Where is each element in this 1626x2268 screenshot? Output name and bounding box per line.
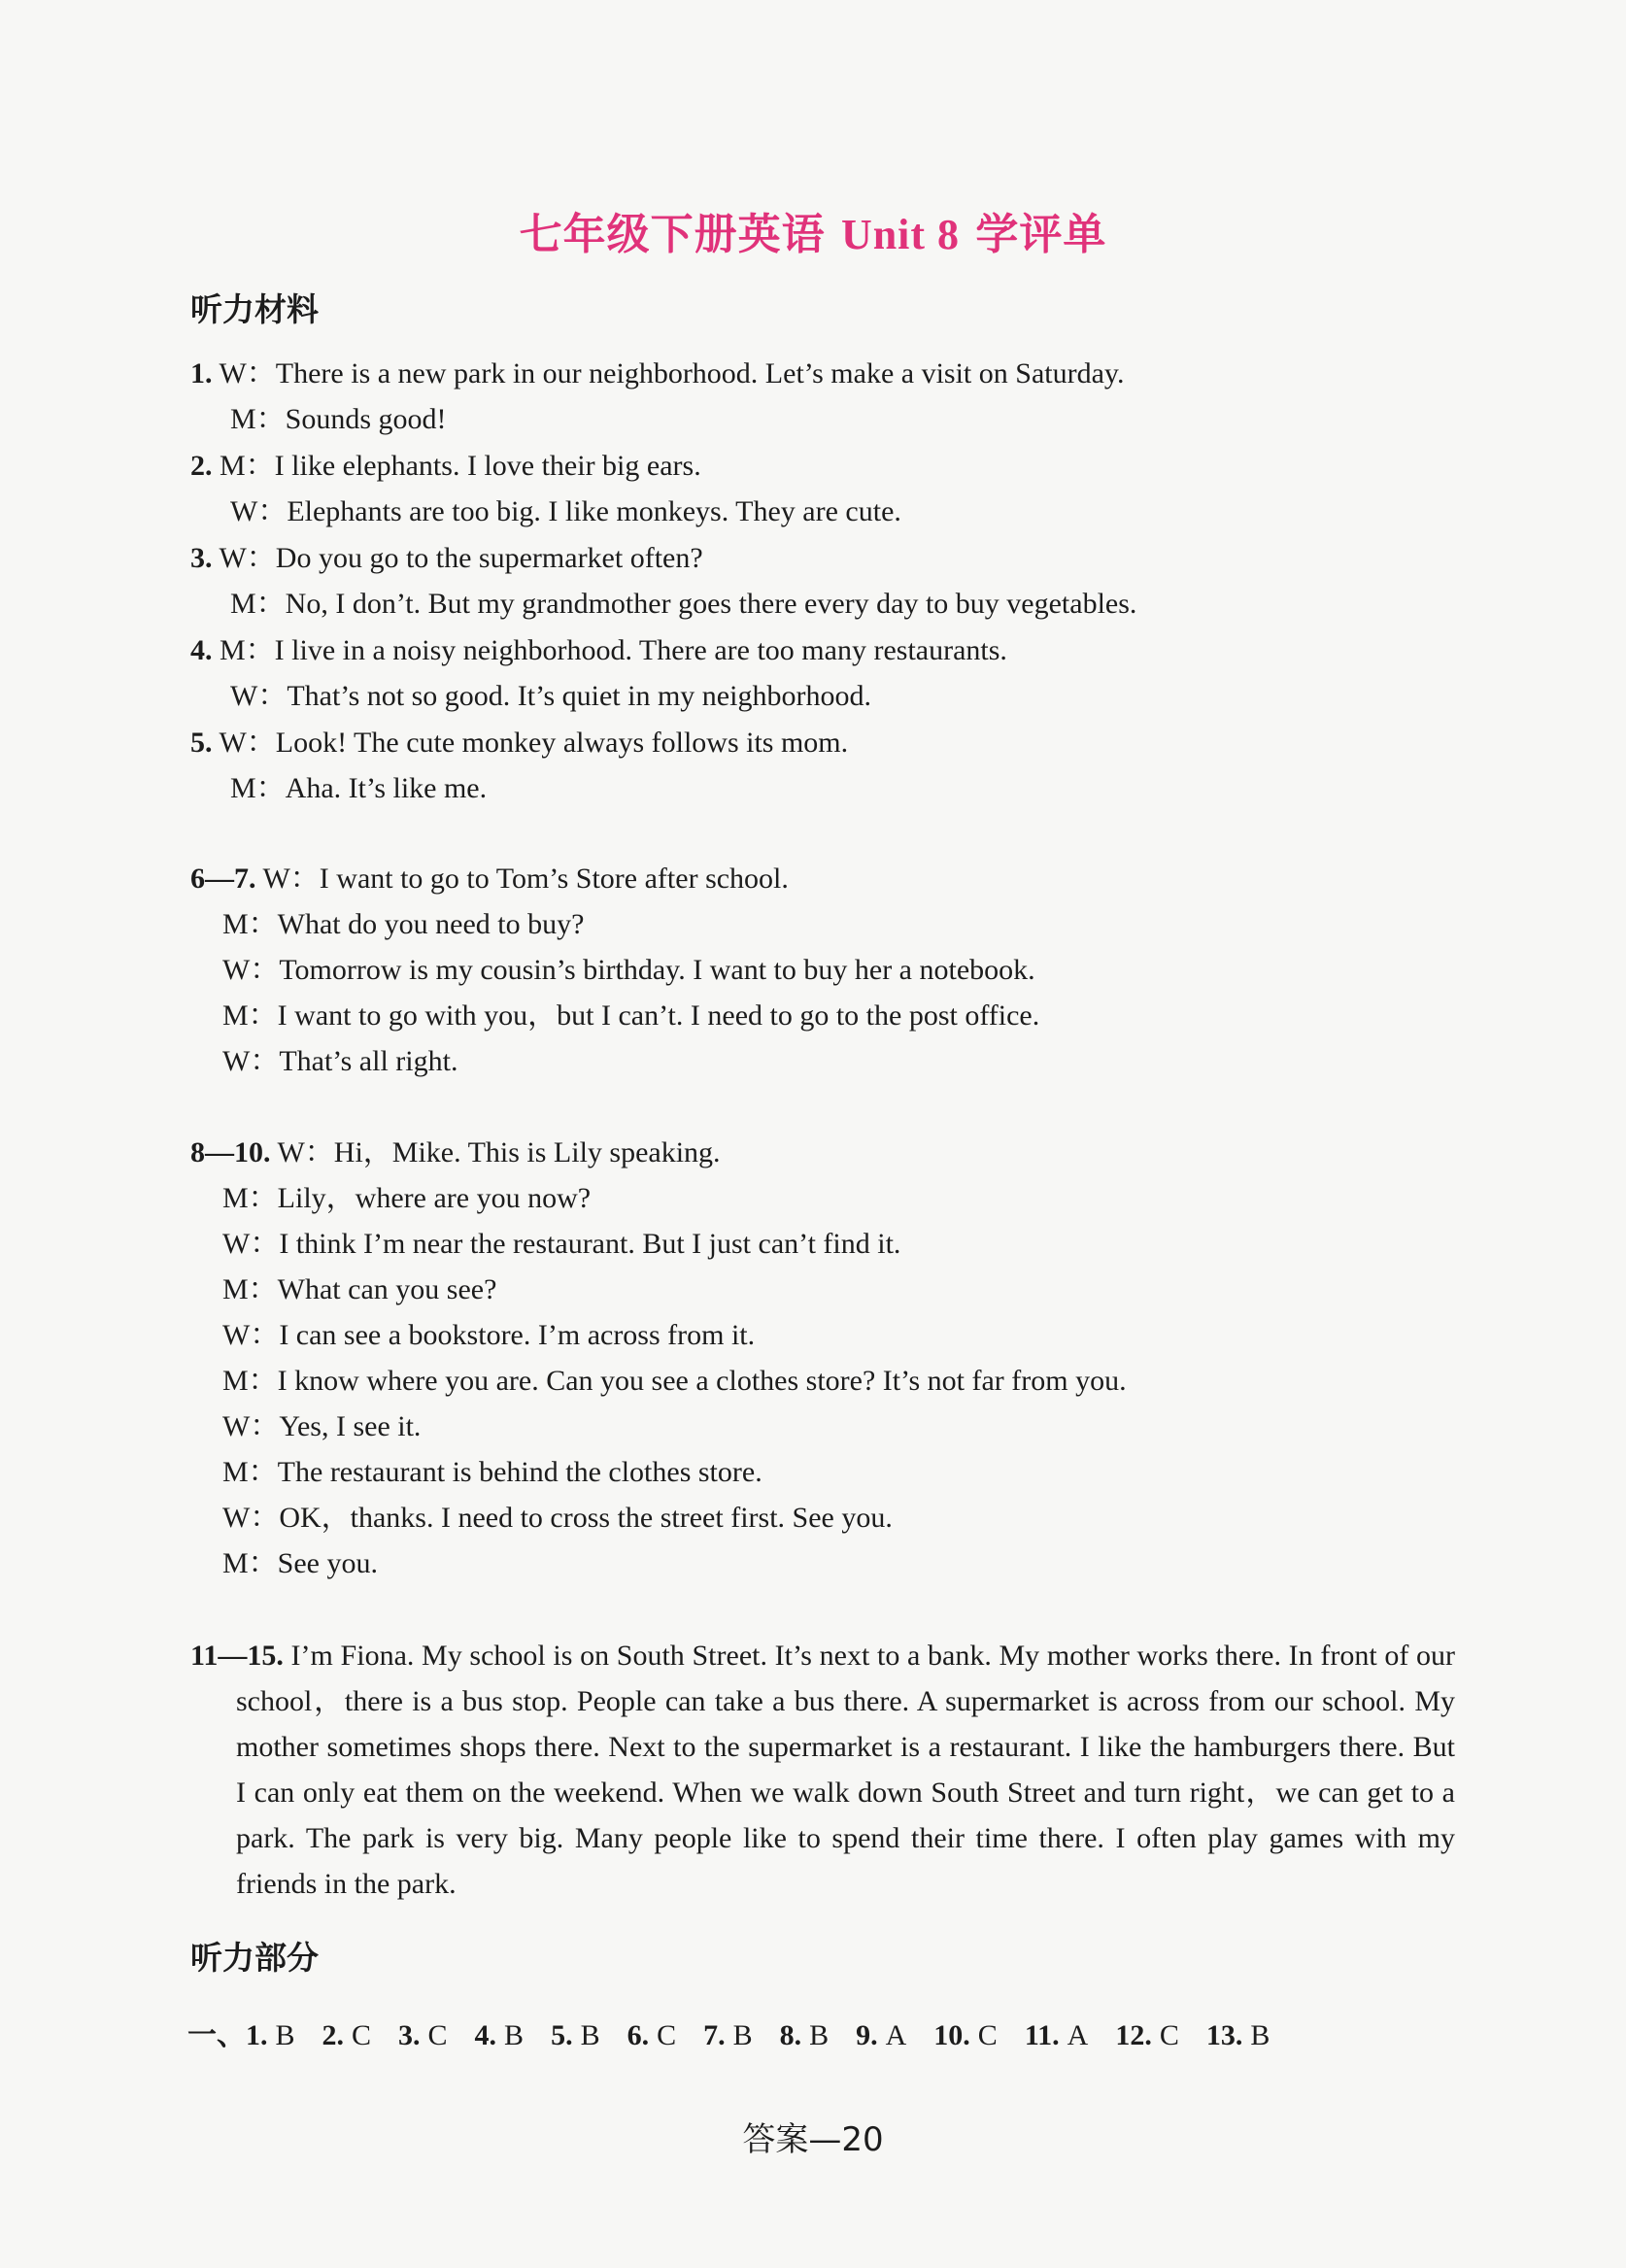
dialogue-8-10-line-2: M：Lily，where are you now? bbox=[222, 1182, 592, 1214]
dialogue-4-line-1 bbox=[190, 636, 1007, 665]
title-cn-suffix: 学评单 bbox=[975, 210, 1107, 259]
answers-prefix: 一、 bbox=[187, 2019, 246, 2051]
dialogue-2-text-1: M：I like elephants. I love their big ears. bbox=[220, 450, 701, 482]
dialogue-4-number: 4. bbox=[190, 634, 213, 666]
dialogue-6-7-line-3: W：Tomorrow is my cousin’s birthday. I want to buy her a notebook. bbox=[222, 954, 1035, 986]
answer-7: 7. B bbox=[703, 2019, 753, 2051]
dialogue-8-10-line-6: M：I know where you are. Can you see a clothes store? It’s not far from you. bbox=[222, 1365, 1127, 1397]
dialogue-1-line-1 bbox=[190, 359, 1124, 389]
dialogue-3-line-2: M：No, I don’t. But my grandmother goes there every day to buy vegetables. bbox=[230, 588, 1137, 620]
dialogue-5-line-1 bbox=[190, 728, 848, 758]
dialogue-1-text-1: W：There is a new park in our neighborhood. Let’s make a visit on Saturday. bbox=[219, 357, 1125, 389]
dialogue-3-text-1: W：Do you go to the supermarket often? bbox=[219, 542, 703, 574]
dialogue-6-7-text-1: W：I want to go to Tom’s Store after school. bbox=[262, 863, 789, 895]
dialogue-6-7-line-1 bbox=[190, 864, 789, 894]
title-unit: Unit 8 bbox=[840, 211, 961, 258]
passage-11-15-text: I’m Fiona. My school is on South Street. It’s next to a bank. My mother works there. In front of our school，there is a bus stop. People can take a bus there. A supermarket is across from our school. My mother sometimes shops there. Next to the supermarket is a restaurant. I like the hamburgers there. But I can only eat them on the weekend. When we walk down South Street and turn right，we can get to a park. The park is very big. Many people like to spend their time there. I often play games with my friends in the park. bbox=[236, 1640, 1455, 1900]
dialogue-8-10-number: 8—10. bbox=[190, 1136, 271, 1168]
dialogue-8-10-line-8: M：The restaurant is behind the clothes store. bbox=[222, 1456, 762, 1488]
passage-11-15 bbox=[190, 1633, 1455, 1907]
dialogue-8-10-line-7: W：Yes, I see it. bbox=[222, 1410, 422, 1442]
answer-3: 3. C bbox=[398, 2019, 448, 2051]
dialogue-8-10-line-9: W：OK，thanks. I need to cross the street first. See you. bbox=[222, 1502, 893, 1534]
dialogue-4-text-1: M：I live in a noisy neighborhood. There are too many restaurants. bbox=[220, 634, 1007, 666]
dialogue-1-line-2: M：Sounds good! bbox=[230, 403, 447, 435]
dialogue-6-7-line-4: M：I want to go with you，but I can’t. I need to go to the post office. bbox=[222, 999, 1040, 1032]
dialogue-5-text-1: W：Look! The cute monkey always follows its mom. bbox=[219, 727, 849, 759]
dialogue-8-10-line-1 bbox=[190, 1138, 721, 1168]
listening-part-heading: 听力部分 bbox=[190, 1939, 319, 1977]
dialogue-5-line-2: M：Aha. It’s like me. bbox=[230, 772, 488, 804]
listening-material-heading: 听力材料 bbox=[190, 290, 319, 328]
answer-12: 12. C bbox=[1115, 2019, 1179, 2051]
answer-row bbox=[187, 2011, 1297, 2053]
dialogue-8-10-line-4: M：What can you see? bbox=[222, 1273, 497, 1305]
dialogue-4-line-2: W：That’s not so good. It’s quiet in my neighborhood. bbox=[230, 680, 871, 712]
dialogue-5-number: 5. bbox=[190, 727, 213, 759]
dialogue-6-7-line-2: M：What do you need to buy? bbox=[222, 908, 585, 940]
answer-10: 10. C bbox=[933, 2019, 998, 2051]
page-footer: 答案—20 bbox=[742, 2120, 884, 2159]
dialogue-3-number: 3. bbox=[190, 542, 213, 574]
answer-2: 2. C bbox=[322, 2019, 372, 2051]
dialogue-3-line-1 bbox=[190, 544, 703, 573]
dialogue-8-10-line-5: W：I can see a bookstore. I’m across from it. bbox=[222, 1319, 756, 1351]
dialogue-8-10-line-3: W：I think I’m near the restaurant. But I just can’t find it. bbox=[222, 1228, 901, 1260]
dialogue-8-10-line-10: M：See you. bbox=[222, 1547, 378, 1579]
passage-11-15-number: 11—15. bbox=[190, 1640, 284, 1672]
dialogue-2-line-1 bbox=[190, 452, 701, 481]
answer-5: 5. B bbox=[551, 2019, 600, 2051]
dialogue-2-number: 2. bbox=[190, 450, 213, 482]
dialogue-8-10-text-1: W：Hi，Mike. This is Lily speaking. bbox=[277, 1136, 721, 1168]
dialogue-6-7-number: 6—7. bbox=[190, 863, 256, 895]
answer-13: 13. B bbox=[1205, 2019, 1270, 2051]
answer-1: 1. B bbox=[246, 2019, 295, 2051]
answer-11: 11. A bbox=[1024, 2019, 1089, 2051]
page-title bbox=[0, 199, 1626, 261]
answer-8: 8. B bbox=[779, 2019, 830, 2051]
title-cn-prefix: 七年级下册英语 bbox=[519, 210, 826, 259]
answer-6: 6. C bbox=[627, 2019, 677, 2051]
answer-9: 9. A bbox=[856, 2019, 907, 2051]
answer-4: 4. B bbox=[474, 2019, 525, 2051]
dialogue-2-line-2: W：Elephants are too big. I like monkeys. They are cute. bbox=[230, 495, 901, 527]
dialogue-6-7-line-5: W：That’s all right. bbox=[222, 1045, 458, 1077]
dialogue-1-number: 1. bbox=[190, 357, 213, 389]
